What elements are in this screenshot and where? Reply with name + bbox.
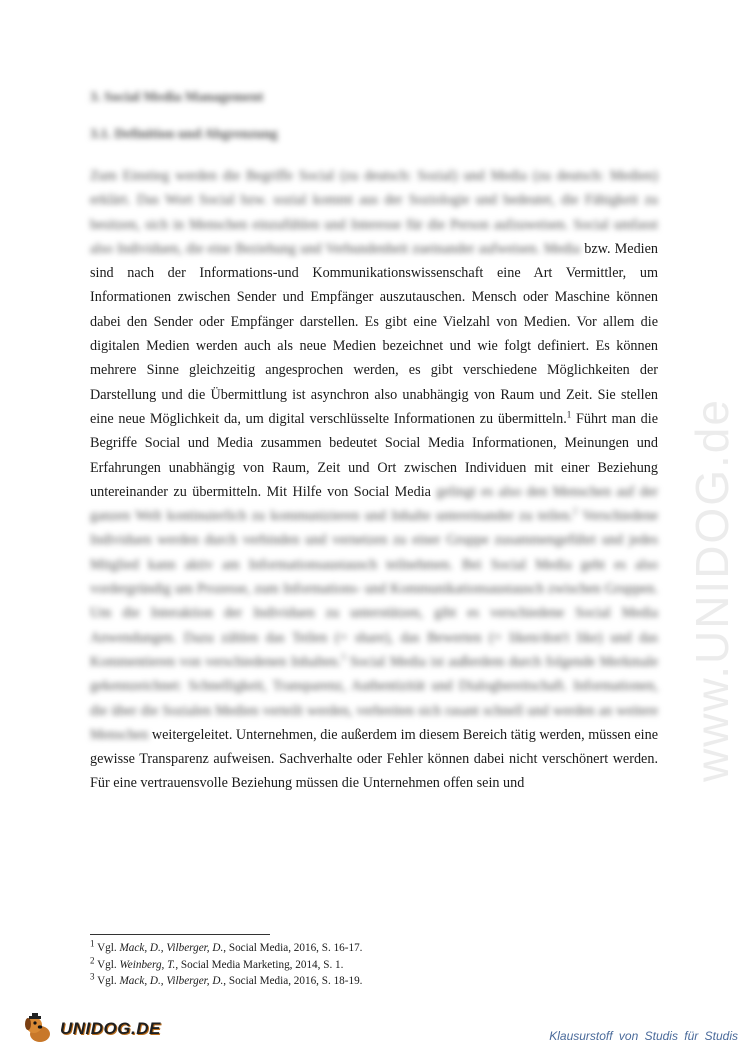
unidog-logo xyxy=(22,1012,161,1046)
footnote-number: 1 xyxy=(90,938,95,949)
watermark-text: www.UNIDOG.de xyxy=(686,398,739,782)
footnote-ref-2: 2 xyxy=(572,506,578,517)
footnote-source: , Social Media, 2016, S. 16-17. xyxy=(223,942,363,954)
slogan: Klausurstoff von Studis für Studis xyxy=(549,1029,738,1043)
footnote-source: , Social Media, 2016, S. 18-19. xyxy=(223,975,363,987)
footnotes xyxy=(90,940,362,990)
footnote-source: , Social Media Marketing, 2014, S. 1. xyxy=(175,958,344,971)
footnote-number: 2 xyxy=(90,954,95,965)
blurred-text-middle-a: gelingt es also den Menschen auf der ganzen Welt kontinuierlich zu kommunizieren und Inhalte untereinander zu teilen. xyxy=(90,483,659,525)
blurred-text-middle-c: Social Media ist außerdem durch folgende Merkmale gekennzeichnet: Schnelligkeit, Transparenz, Authentizität und Dialogbereitschaft. Informationen, die über die Sozialen Medien verteilt werden, verbreiten sich rasant schnell und werden an weitere Menschen xyxy=(90,653,658,743)
footnote-ref-3: 3 xyxy=(340,652,346,663)
section-heading: 3. Social Media Management xyxy=(90,90,264,105)
subsection-heading: 3.1. Definition und Abgrenzung xyxy=(90,127,278,142)
footnote-authors: Mack, D., Vilberger, D. xyxy=(119,975,224,987)
visible-text-1: bzw. Medien sind nach der Informations-und Kommunikationswissenschaft eine Art Vermittler, um Informationen zwischen Sender und Empfänger auszutauschen. Mensch oder Maschine können dabei den Sender oder Empfänger darstellen. Es gibt eine Vielzahl von Medien. Vor allem die digitalen Medien werden auch als neue Medien bezeichnet und wie folgt definiert. Es können mehrere Sinne gleichzeitig angesprochen werden, es gibt verschiedene Möglichkeiten der Darstellung und die Übermittlung ist asynchron also unabhängig von Raum und Zeit. Sie stellen eine neue Möglichkeit da, um digital verschlüsselte Informationen zu übermitteln. xyxy=(90,240,659,427)
footnote-1 xyxy=(90,940,362,957)
footnote-2 xyxy=(90,954,362,974)
visible-text-1b: Führt man die Begriffe Social und Media zusammen bedeutet Social Media Informationen, Meinungen und Erfahrungen unabhängig von Raum, Zeit und Ort zwischen Individuen mit einer Beziehung untereinander zu übermitteln. Mit Hilfe von Social Media xyxy=(90,410,658,500)
footnote-3 xyxy=(90,973,362,990)
footnote-prefix: Vgl. xyxy=(94,958,120,971)
blurred-text-top: Zum Einstieg werden die Begriffe Social (zu deutsch: Sozial) und Media (zu deutsch: Medien) erklärt. Das Wort Social bzw. sozial kommt aus der Soziologie und bedeutet, die Fähigkeit zu besitzen, sich in Menschen einzufühlen und Interesse für die Person aufzuweisen. Social umfasst also Individuen, die eine Beziehung und Verbundenheit zueinander aufweisen. Media xyxy=(90,168,658,257)
blurred-text-middle-b: Verschiedene Individuen werden durch verbinden und vernetzen zu einer Gruppe zusammengeführt und jedes Mitglied kann aktiv am Informationsaustausch teilnehmen. Bei Social Media geht es also vordergründig um Prozesse, zum Informations- und Kommunikationsaustausch zwischen Gruppen. Um die Interaktion der Individuen zu unterstützen, gibt es verschiedene Social Media Anwendungen. Dazu zählen das Teilen (= share), das Bewerten (= liken/don't like) und das Kommentieren von verschiedenen Inhalten. xyxy=(90,508,658,670)
footnote-number: 3 xyxy=(90,971,95,982)
footnote-prefix: Vgl. xyxy=(94,975,120,987)
watermark xyxy=(652,370,750,810)
footnote-authors: Mack, D., Vilberger, D. xyxy=(119,942,224,954)
dog-mascot-icon xyxy=(22,1012,56,1046)
footnote-ref-1: 1 xyxy=(566,409,572,420)
visible-text-2: weitergeleitet. Unternehmen, die außerdem im diesem Bereich tätig werden, müssen eine gewisse Transparenz aufweisen. Sachverhalte oder Fehler können dabei nicht verschönert werden. Für eine vertrauensvolle Beziehung müssen die Unternehmen offen sein und xyxy=(90,726,658,792)
footnote-divider xyxy=(90,934,270,935)
logo-text: UNIDOG.DE xyxy=(60,1019,161,1038)
footnote-prefix: Vgl. xyxy=(94,942,120,954)
body-paragraph xyxy=(90,164,658,796)
footnote-authors: Weinberg, T. xyxy=(119,958,176,971)
